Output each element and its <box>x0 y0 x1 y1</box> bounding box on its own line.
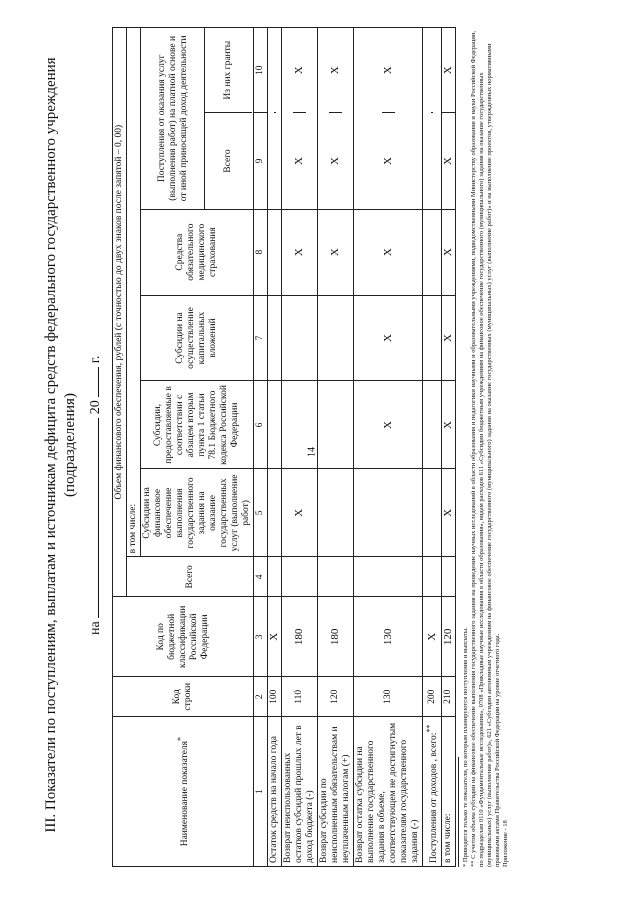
footnotes <box>458 27 510 867</box>
table-cell <box>354 717 423 867</box>
table-cell <box>318 295 354 381</box>
table-cell <box>318 469 354 557</box>
table-cell: 210 <box>442 677 456 717</box>
table-cell <box>268 717 282 867</box>
table-row <box>282 28 318 867</box>
row-name: в том числе: <box>443 813 454 863</box>
col-num: 4 <box>254 557 268 597</box>
table-cell <box>423 469 442 557</box>
table-row <box>318 28 354 867</box>
table-cell: X <box>282 209 318 295</box>
table-cell <box>282 557 318 597</box>
rotated-page <box>40 5 600 885</box>
table-cell: 120 <box>318 677 354 717</box>
row-name: Поступления от доходов , всего: <box>429 732 440 863</box>
table-cell: X <box>293 66 305 75</box>
table-cell: 100 <box>268 677 282 717</box>
table-cell <box>274 28 276 113</box>
table-cell: X <box>442 469 456 557</box>
header-code-row: Код строки <box>113 677 254 717</box>
header-volume: Объем финансового обеспечения, рублей (с точностью до двух знаков после запятой – 0, 00) <box>113 28 127 597</box>
header-col7: Субсидии на осуществление капитальных вложений <box>141 295 254 381</box>
table-cell: X <box>282 469 318 557</box>
section-subtitle: (подразделения) <box>62 393 78 497</box>
col-num: 2 <box>254 677 268 717</box>
table-cell: X <box>442 209 456 295</box>
header-col10: Из них гранты <box>223 40 233 100</box>
table-cell: X <box>442 113 455 209</box>
table-cell: 180 <box>318 597 354 677</box>
footnote-1: * Приводятся только те показатели, по которым планируются поступления и выплаты. <box>462 627 469 867</box>
table-cell <box>354 557 423 597</box>
table-cell <box>442 557 456 597</box>
table-cell <box>268 295 282 381</box>
table-cell <box>442 717 456 867</box>
table-cell: X <box>293 113 306 209</box>
indicators-table <box>112 27 456 867</box>
header-col9: Всего <box>205 113 253 209</box>
section-title: III. Показатели по поступлениям, выплатам и источникам дефицита средств федерального государственного учреждения <box>43 57 59 833</box>
table-cell <box>268 209 282 295</box>
date-blank <box>84 418 99 618</box>
header-col9-group: Поступления от оказания услуг (выполнения работ) на платной основе и от иной приносящей доход деятельности <box>142 28 205 209</box>
table-cell <box>318 717 354 867</box>
col-num: 6 <box>254 381 268 469</box>
table-cell <box>423 209 442 295</box>
table-row <box>423 28 442 867</box>
col-num: 8 <box>254 209 268 295</box>
table-cell: X <box>423 597 442 677</box>
col-num: 7 <box>254 295 268 381</box>
table-cell <box>268 557 282 597</box>
table-cell <box>282 28 318 210</box>
table-cell: X <box>442 295 456 381</box>
table-cell <box>268 469 282 557</box>
table-row <box>442 28 456 867</box>
table-cell: X <box>442 381 456 469</box>
table-cell <box>423 381 442 469</box>
year-blank <box>84 367 99 397</box>
table-cell <box>423 717 442 867</box>
row-name-mark: ** <box>425 724 434 733</box>
col-num: 3 <box>254 597 268 677</box>
header-row-1 <box>113 28 127 867</box>
table-cell <box>423 295 442 381</box>
table-cell: X <box>442 66 455 75</box>
table-cell: 180 <box>282 597 318 677</box>
table-cell: X <box>381 66 394 75</box>
col-num: 1 <box>254 717 268 867</box>
col-num: 5 <box>254 469 268 557</box>
table-cell: 110 <box>282 677 318 717</box>
table-cell <box>268 381 282 469</box>
table-cell <box>354 469 423 557</box>
table-cell: X <box>318 209 354 295</box>
header-col6: Субсидии, предоставляемые в соответствии с абзацем вторым пункта 1 статьи 78.1 Бюджетного кодекса Российской Федерации <box>141 381 254 469</box>
table-cell: X <box>354 381 423 469</box>
row-name: Возврат остатка субсидии на выполнение государственного задания в объеме, соответствующем не достигнутым показателям государственного задания (-) <box>355 722 420 863</box>
table-cell <box>282 381 318 469</box>
table-cell: 130 <box>354 677 423 717</box>
date-line <box>84 155 104 635</box>
table-cell: X <box>329 66 341 75</box>
table-cell: X <box>268 597 282 677</box>
table-cell <box>318 28 354 210</box>
footnote-rule <box>458 757 459 867</box>
header-name: Наименование показателя* <box>113 717 254 867</box>
table-cell: X <box>354 209 423 295</box>
appendix-label: Приложение - 18 <box>502 820 509 867</box>
table-cell <box>318 557 354 597</box>
table-cell <box>282 717 318 867</box>
table-cell <box>431 113 433 209</box>
table-cell <box>423 28 442 210</box>
col-num: 10 <box>255 65 265 75</box>
row-name: Остаток средств на начало года <box>269 736 279 863</box>
table-cell <box>423 557 442 597</box>
date-year-suffix: г. <box>88 355 103 364</box>
table-row <box>354 28 423 867</box>
table-cell <box>274 113 276 209</box>
table-cell <box>442 28 456 210</box>
row-name: Возврат субсидии по неисполненным обязательствам и неуплаченным налогам (+) <box>319 726 351 863</box>
table-cell: 130 <box>354 597 423 677</box>
table-cell <box>282 295 318 381</box>
table-cell <box>318 381 354 469</box>
table-cell: 120 <box>442 597 456 677</box>
table-cell <box>431 28 433 113</box>
col-num: 9 <box>254 113 267 209</box>
table-cell: X <box>382 113 395 209</box>
col-num-9-10 <box>254 28 268 210</box>
table-cell: X <box>354 295 423 381</box>
row-name: Возврат неиспользованных остатков субсидий прошлых лет в доход бюджета (-) <box>283 725 315 863</box>
page-number: 14 <box>306 447 318 457</box>
table-cell <box>268 28 282 210</box>
header-incl: в том числе: <box>127 28 141 557</box>
header-col5: Субсидии на финансовое обеспечение выполнения государственного задания на оказание государственных услуг (выполнение работ) <box>141 469 254 557</box>
header-code-budget: Код по бюджетной классификации Российской Федерации <box>113 597 254 677</box>
header-col8: Средства обязательного медицинского страхования <box>141 209 254 295</box>
footnote-2: ** С учетом объема субсидии на финансовое обеспечение выполнения государственного задания на проведение научных исследований в области образования и педагогики научными и образовательными учреждениями, подведомственными Министерству образования и науки Российской Федерации, по подразделам 0110 «Фундаментальные исследования», 0708 «Прикладные научные исследования в области образования», видам расходов 611 «Субсидии бюджетным учреждениям на финансовое обеспечение государственного (муниципального) задания на оказание государственных (муниципальных) услуг (выполнение работ)», 621 «Субсидии автономным учреждениям на финансовое обеспечение государственного (муниципального) задания на оказание государственных (муниципальных) услуг (выполнение работ)» и на выполнение проектов, утвержденных нормативными правовыми актами Правительства Российской Федерации на уровне отчетного года. <box>470 31 501 867</box>
table-row <box>268 28 282 867</box>
header-col9-subtable <box>142 28 252 209</box>
table-cell <box>354 28 423 210</box>
date-na: на <box>88 621 103 635</box>
header-total: Всего <box>127 557 254 597</box>
date-year-prefix: 20 <box>88 400 103 415</box>
table-cell: X <box>329 113 342 209</box>
col-number-row <box>254 28 268 867</box>
header-col9-group-cell <box>141 28 254 210</box>
table-cell: 200 <box>423 677 442 717</box>
